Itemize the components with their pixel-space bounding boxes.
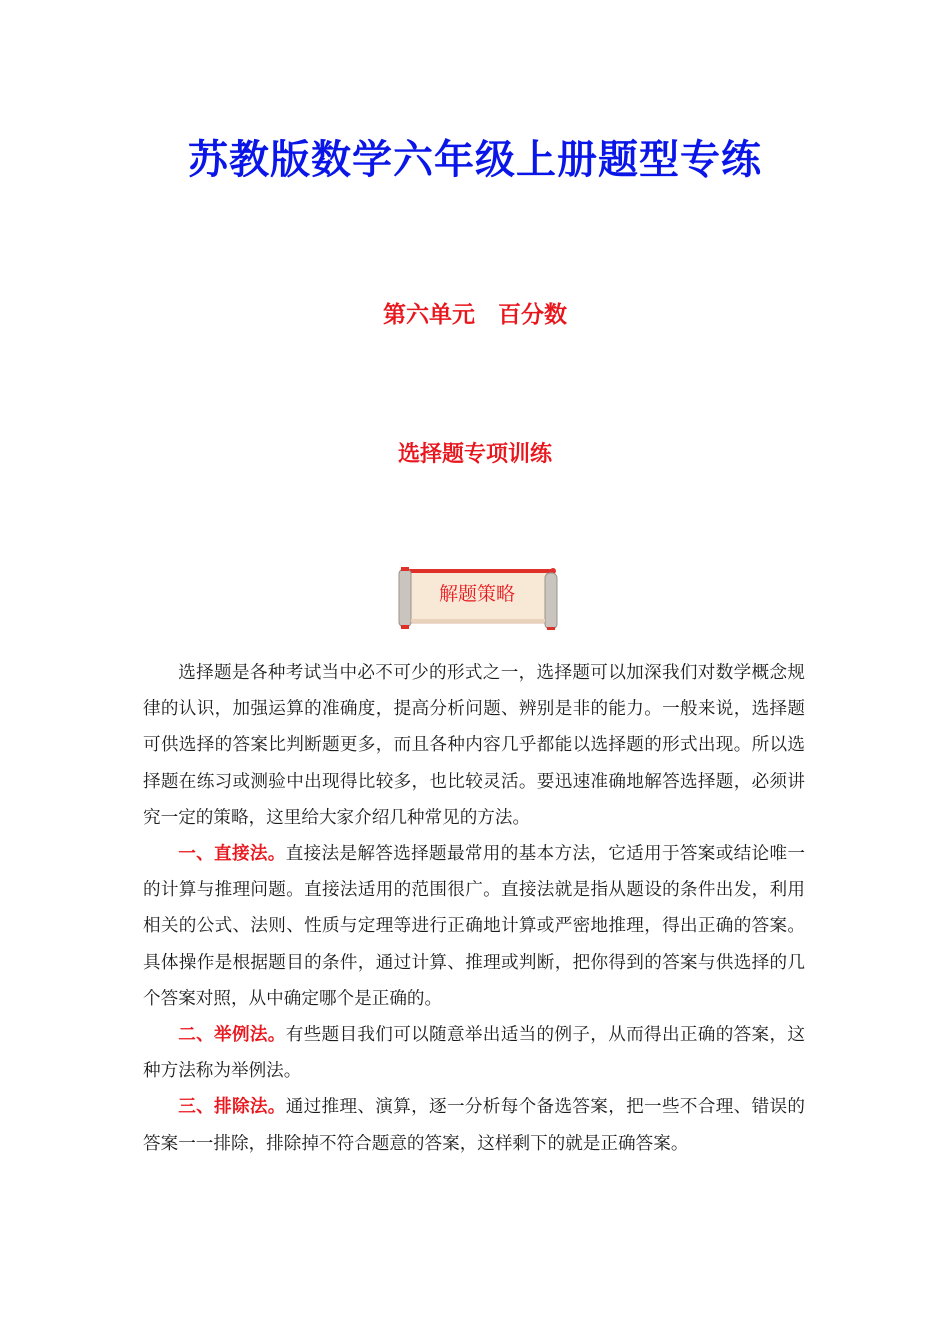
method-label: 一、直接法。: [178, 844, 286, 865]
unit-title: 第六单元 百分数: [383, 302, 567, 328]
method-label: 三、排除法。: [178, 1097, 286, 1118]
strategy-scroll-banner: [393, 563, 561, 631]
method-text: 通过推理、演算，逐一分析每个备选答案，把一些不合理、错误的答案一一排除，排除掉不符合题意的答案，这样剩下的就是正确答案。: [143, 1097, 805, 1154]
method-paragraph-elimination: [143, 1089, 805, 1161]
section-subtitle: 选择题专项训练: [397, 442, 552, 467]
strategy-label: 解题策略: [438, 583, 515, 605]
strategy-body: [143, 655, 805, 1162]
method-text: 有些题目我们可以随意举出适当的例子，从而得出正确的答案，这种方法称为举例法。: [143, 1025, 805, 1082]
document-title: 苏教版数学六年级上册题型专练: [188, 136, 762, 183]
intro-paragraph: 选择题是各种考试当中必不可少的形式之一，选择题可以加深我们对数学概念规律的认识，加强运算的准确度，提高分析问题、辨别是非的能力。一般来说，选择题可供选择的答案比判断题更多，而且各种内容几乎都能以选择题的形式出现。所以选择题在练习或测验中出现得比较多，也比较灵活。要迅速准确地解答选择题，必须讲究一定的策略，这里给大家介绍几种常见的方法。: [143, 663, 805, 828]
method-text: 直接法是解答选择题最常用的基本方法，它适用于答案或结论唯一的计算与推理问题。直接法适用的范围很广。直接法就是指从题设的条件出发，利用相关的公式、法则、性质与定理等进行正确地计算或严密地推理，得出正确的答案。具体操作是根据题目的条件，通过计算、推理或判断，把你得到的答案与供选择的几个答案对照，从中确定哪个是正确的。: [143, 844, 805, 1009]
method-label: 二、举例法。: [178, 1025, 286, 1046]
method-paragraph-direct: [143, 836, 805, 1017]
method-paragraph-example: [143, 1017, 805, 1089]
